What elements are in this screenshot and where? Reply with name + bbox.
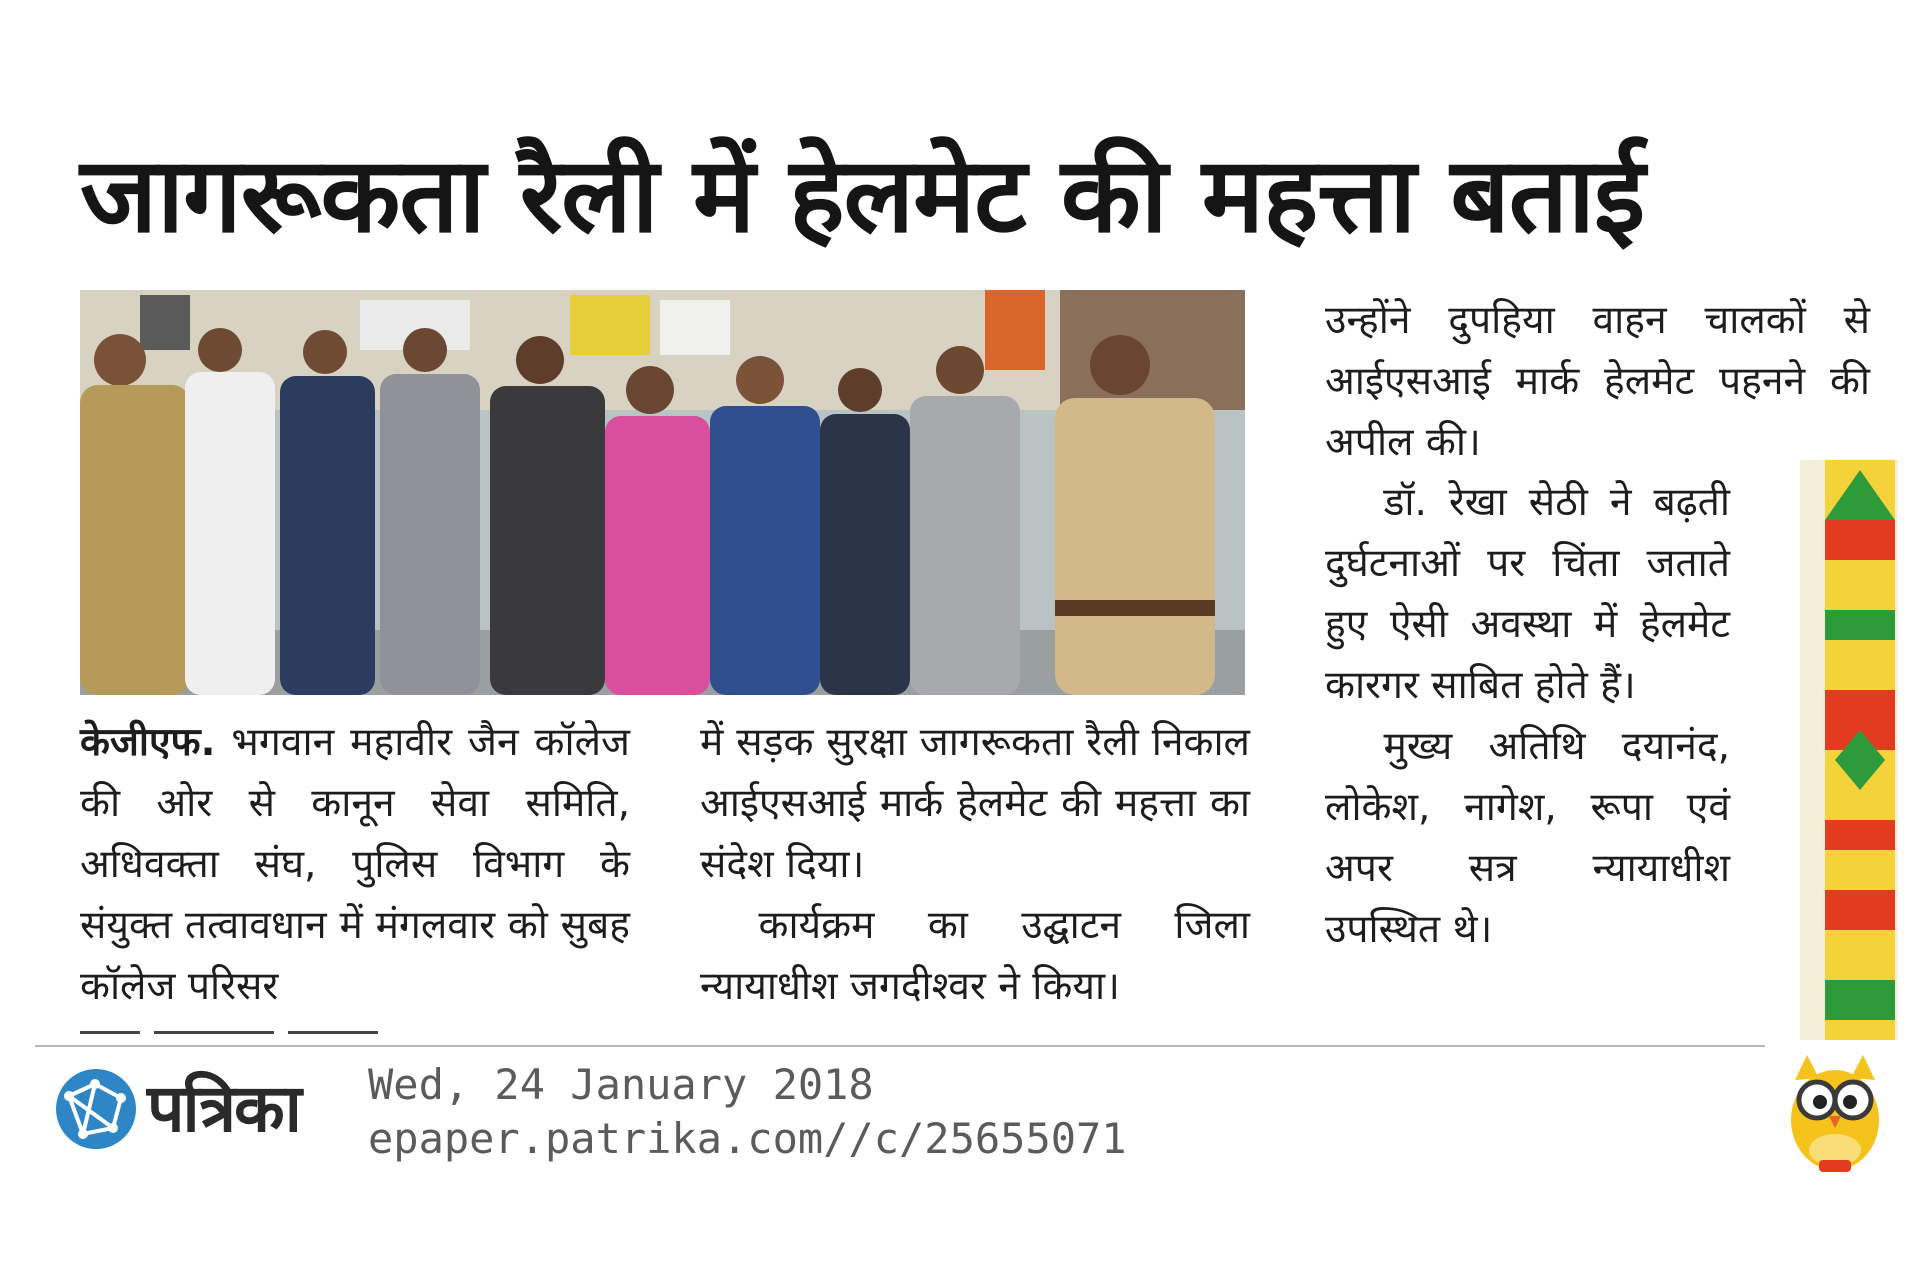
side-ad-image xyxy=(1800,460,1898,1040)
footer-divider xyxy=(35,1045,1765,1047)
headline: जागरूकता रैली में हेलमेट की महत्ता बताई xyxy=(80,134,1645,256)
column-3-paragraph-3: मुख्य अतिथि दयानंद, लोकेश, नागेश, रूपा एवं अपर सत्र न्यायाधीश उपस्थित थे। xyxy=(1325,724,1730,952)
column-1-paragraph xyxy=(80,712,630,1017)
rally-photo xyxy=(80,290,1245,695)
column-2-paragraph-2: कार्यक्रम का उद्घाटन जिला न्यायाधीश जगदीश्वर ने किया। xyxy=(700,903,1250,1009)
column-1-text: भगवान महावीर जैन कॉलेज की ओर से कानून सेवा समिति, अधिवक्ता संघ, पुलिस विभाग के संयुक्त तत्वावधान में मंगलवार को सुबह कॉलेज परिसर xyxy=(80,720,630,1009)
owl-mascot-icon xyxy=(1785,1050,1885,1175)
logo-text: पत्रिका xyxy=(147,1070,300,1147)
edition-date: Wed, 24 January 2018 xyxy=(368,1060,874,1109)
globe-icon xyxy=(55,1068,137,1150)
column-2-paragraph-1: में सड़क सुरक्षा जागरूकता रैली निकाल आईएसआई मार्क हेलमेट की महत्ता का संदेश दिया। xyxy=(700,720,1250,887)
column-3-paragraph-1: उन्होंने दुपहिया वाहन चालकों से आईएसआई मार्क हेलमेट पहनने की अपील की। xyxy=(1325,298,1870,465)
article-column-3-top xyxy=(1325,290,1870,473)
edition-meta xyxy=(368,1058,1127,1166)
article-column-1 xyxy=(80,712,630,1017)
column-3-paragraph-2: डॉ. रेखा सेठी ने बढ़ती दुर्घटनाओं पर चिंता जताते हुए ऐसी अवस्था में हेलमेट कारगर साबित होते हैं। xyxy=(1325,480,1730,708)
cut-off-text-line xyxy=(80,1022,510,1034)
article-column-3 xyxy=(1325,472,1730,960)
article-column-2 xyxy=(700,712,1250,1017)
dateline: केजीएफ. xyxy=(80,720,216,765)
edition-url[interactable]: epaper.patrika.com//c/25655071 xyxy=(368,1114,1127,1163)
